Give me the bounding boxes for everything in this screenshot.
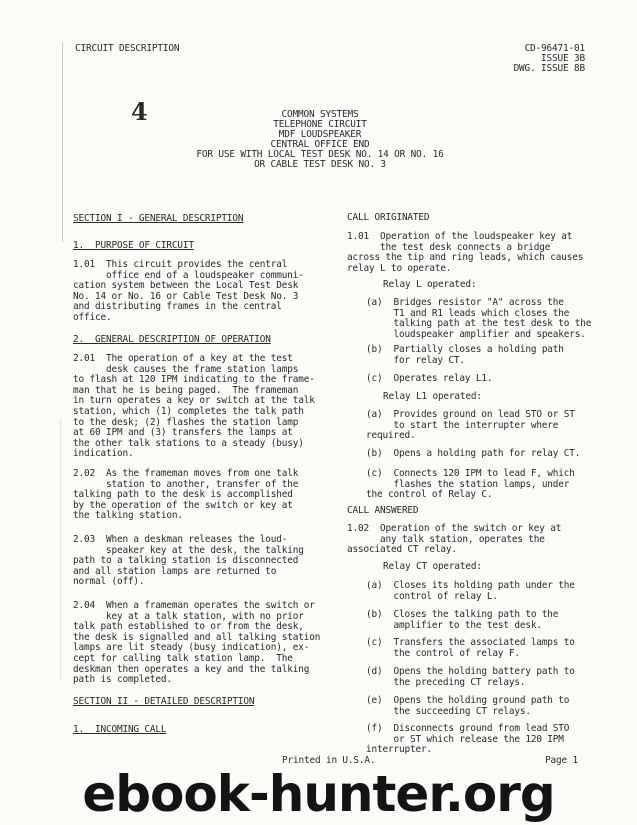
purpose-heading: 1. PURPOSE OF CIRCUIT xyxy=(73,240,194,251)
title-line-3: MDF LOUDSPEAKER xyxy=(278,129,362,140)
header-doc-number: CD-96471-01 xyxy=(524,43,585,54)
paragraph-2-02: 2.02 As the frameman moves from one talk station to another, transfer of the talking path to the desk is accomplished by the operation of the switch or key at the talking station. xyxy=(73,468,299,522)
header-circuit-description: CIRCUIT DESCRIPTION xyxy=(75,43,180,54)
relay-l-item-a: (a) Bridges resistor "A" across the T1 and R1 leads which closes the talking path at the test desk to the loudspeaker amplifier and speakers. xyxy=(366,297,592,340)
header-issue: ISSUE 3B xyxy=(541,53,585,64)
title-line-1: COMMON SYSTEMS xyxy=(281,109,359,120)
title-line-4: CENTRAL OFFICE END xyxy=(270,139,370,150)
call-originated-heading: CALL ORIGINATED xyxy=(347,212,430,223)
relay-ct-item-a: (a) Closes its holding path under the control of relay L. xyxy=(366,580,575,602)
header-dwg-issue: DWG. ISSUE 8B xyxy=(513,63,585,74)
general-operation-heading: 2. GENERAL DESCRIPTION OF OPERATION xyxy=(73,334,271,345)
printed-in-usa: Printed in U.S.A. xyxy=(282,755,376,766)
relay-l-item-c: (c) Operates relay L1. xyxy=(366,373,493,384)
paragraph-2-04: 2.04 When a frameman operates the switch or key at a talk station, with no prior talk path established to or from the desk, the desk is signalled and all talking station lamps are lit steady (busy indication), ex- cept for calling talk station lamp. The deskman then operates a key and the talking path is completed. xyxy=(73,600,321,686)
section-1-heading: SECTION I - GENERAL DESCRIPTION xyxy=(73,213,244,224)
relay-ct-item-f: (f) Disconnects ground from lead STO or ST which release the 120 IPM interrupter. xyxy=(366,723,570,756)
paragraph-r-1-02: 1.02 Operation of the switch or key at any talk station, operates the associated CT relay. xyxy=(347,523,562,556)
relay-ct-item-d: (d) Opens the holding battery path to the preceding CT relays. xyxy=(366,666,575,688)
title-line-2: TELEPHONE CIRCUIT xyxy=(273,119,367,130)
relay-l-operated-label: Relay L operated: xyxy=(383,279,477,290)
paragraph-2-03: 2.03 When a deskman releases the loud- speaker key at the desk, the talking path to a talking station is disconnected and all station lamps are returned to normal (off). xyxy=(73,534,304,588)
title-line-6: OR CABLE TEST DESK NO. 3 xyxy=(254,159,386,170)
page-mark: 4 xyxy=(131,97,148,126)
relay-l1-item-c: (c) Connects 120 IPM to lead F, which flashes the station lamps, under the control of Relay C. xyxy=(366,468,575,501)
margin-rule-lower xyxy=(60,420,61,680)
relay-ct-item-b: (b) Closes the talking path to the amplifier to the test desk. xyxy=(366,609,559,631)
relay-l1-item-b: (b) Opens a holding path for relay CT. xyxy=(366,448,581,459)
relay-l1-item-a: (a) Provides ground on lead STO or ST to start the interrupter where required. xyxy=(366,409,575,442)
margin-rule xyxy=(62,42,63,242)
relay-l-item-b: (b) Partially closes a holding path for relay CT. xyxy=(366,344,564,366)
incoming-call-heading: 1. INCOMING CALL xyxy=(73,724,167,735)
relay-ct-operated-label: Relay CT operated: xyxy=(383,561,482,572)
page-number: Page 1 xyxy=(545,755,578,766)
relay-ct-item-e: (e) Opens the holding ground path to the succeeding CT relays. xyxy=(366,695,570,717)
section-2-heading: SECTION II - DETAILED DESCRIPTION xyxy=(73,696,255,707)
relay-l1-operated-label: Relay L1 operated: xyxy=(383,391,482,402)
paragraph-r-1-01: 1.01 Operation of the loudspeaker key at the test desk connects a bridge across the tip and ring leads, which causes relay L to operate. xyxy=(347,231,584,274)
relay-ct-item-c: (c) Transfers the associated lamps to the control of relay F. xyxy=(366,637,575,659)
paragraph-2-01: 2.01 The operation of a key at the test desk causes the frame station lamps to flash at 120 IPM indicating to the frame- man that he is being paged. The frameman in turn operates a key or switch at the talk station, which (1) completes the talk path to the desk; (2) flashes the station lamp at 60 IPM and (3) transfers the lamps at the other talk stations to a steady (busy) indication. xyxy=(73,353,315,460)
title-line-5: FOR USE WITH LOCAL TEST DESK NO. 14 OR NO. 16 xyxy=(196,149,444,160)
paragraph-1-01: 1.01 This circuit provides the central office end of a loudspeaker communi- cation system between the Local Test Desk No. 14 or No. 16 or Cable Test Desk No. 3 and distributing frames in the central office. xyxy=(73,259,304,323)
call-answered-heading: CALL ANSWERED xyxy=(347,505,419,516)
watermark-text: ebook-hunter.org xyxy=(82,765,555,823)
